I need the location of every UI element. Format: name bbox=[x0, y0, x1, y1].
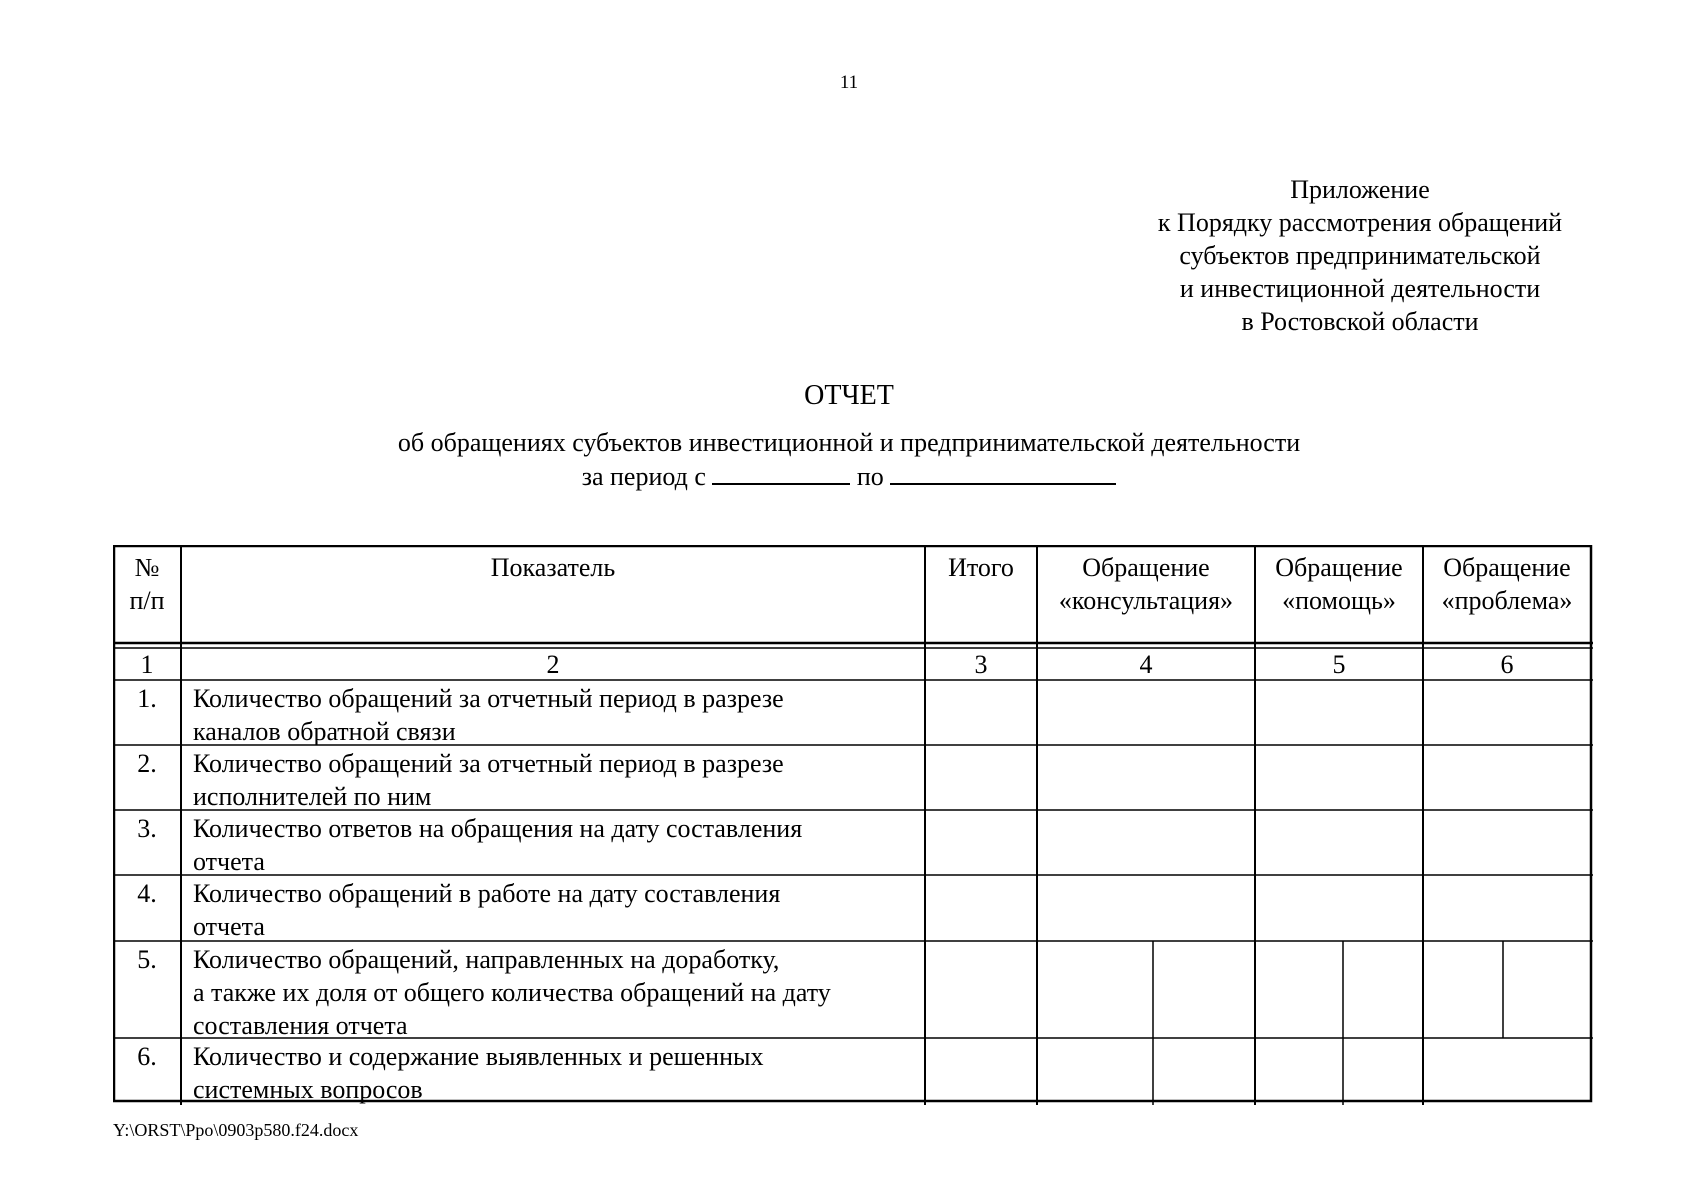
period-prefix: за период с bbox=[581, 462, 706, 491]
row-indicator-line: системных вопросов bbox=[193, 1075, 423, 1104]
appendix-line: в Ростовской области bbox=[1241, 307, 1479, 336]
header-num-line: № bbox=[134, 553, 160, 582]
report-subtitle: об обращениях субъектов инвестиционной и предпринимательской деятельности bbox=[397, 428, 1301, 457]
row-indicator-line: отчета bbox=[193, 847, 265, 876]
row-indicator-line: отчета bbox=[193, 912, 265, 941]
appendix-line: субъектов предпринимательской bbox=[1179, 241, 1541, 270]
header-num bbox=[113, 551, 181, 617]
header-total: Итого bbox=[948, 553, 1014, 582]
row-indicator bbox=[193, 812, 802, 878]
report-period bbox=[0, 459, 1698, 493]
header-indicator: Показатель bbox=[490, 553, 616, 582]
period-to-field[interactable] bbox=[890, 459, 1116, 485]
row-number: 4. bbox=[137, 879, 157, 908]
row-indicator bbox=[193, 1040, 763, 1106]
header-consultation-line: «консультация» bbox=[1058, 586, 1234, 615]
row-indicator-line: Количество и содержание выявленных и решенных bbox=[193, 1042, 764, 1071]
appendix-heading bbox=[1100, 173, 1620, 338]
period-from-field[interactable] bbox=[712, 459, 850, 485]
header-problem-line: «проблема» bbox=[1441, 586, 1573, 615]
appendix-line: Приложение bbox=[1290, 175, 1430, 204]
column-number: 6 bbox=[1500, 650, 1514, 679]
row-indicator-line: Количество обращений в работе на дату составления bbox=[193, 879, 781, 908]
row-indicator-line: а также их доля от общего количества обращений на дату bbox=[193, 978, 831, 1007]
row-indicator bbox=[193, 877, 780, 943]
header-consultation-line: Обращение bbox=[1082, 553, 1210, 582]
row-indicator bbox=[193, 747, 784, 813]
appendix-line: к Порядку рассмотрения обращений bbox=[1157, 208, 1563, 237]
row-indicator-line: Количество обращений за отчетный период в разрезе bbox=[193, 684, 784, 713]
row-number: 3. bbox=[137, 814, 157, 843]
column-number: 4 bbox=[1139, 650, 1153, 679]
header-num-line: п/п bbox=[129, 586, 165, 615]
row-indicator-line: исполнителей по ним bbox=[193, 782, 432, 811]
row-number: 2. bbox=[137, 749, 157, 778]
header-problem bbox=[1423, 551, 1591, 617]
report-title: ОТЧЕТ bbox=[804, 380, 894, 411]
appendix-line: и инвестиционной деятельности bbox=[1179, 274, 1541, 303]
row-number: 6. bbox=[137, 1042, 157, 1071]
row-indicator-line: Количество обращений, направленных на доработку, bbox=[193, 945, 780, 974]
row-number: 1. bbox=[137, 684, 157, 713]
header-problem-line: Обращение bbox=[1443, 553, 1571, 582]
column-number: 3 bbox=[974, 650, 988, 679]
row-indicator bbox=[193, 682, 784, 748]
row-indicator-line: Количество обращений за отчетный период в разрезе bbox=[193, 749, 784, 778]
file-path: Y:\ORST\Ppo\0903p580.f24.docx bbox=[113, 1120, 359, 1140]
row-indicator bbox=[193, 943, 831, 1042]
column-number: 5 bbox=[1332, 650, 1346, 679]
row-indicator-line: Количество ответов на обращения на дату составления bbox=[193, 814, 803, 843]
header-help bbox=[1255, 551, 1423, 617]
row-indicator-line: каналов обратной связи bbox=[193, 717, 456, 746]
page-number: 11 bbox=[839, 72, 859, 93]
period-middle: по bbox=[856, 462, 884, 491]
column-number: 2 bbox=[546, 650, 560, 679]
header-help-line: «помощь» bbox=[1282, 586, 1396, 615]
row-number: 5. bbox=[137, 945, 157, 974]
row-indicator-line: составления отчета bbox=[193, 1011, 408, 1040]
report-table bbox=[113, 545, 1593, 1105]
header-consultation bbox=[1037, 551, 1255, 617]
column-number: 1 bbox=[140, 650, 154, 679]
report-subtitle-block bbox=[0, 426, 1698, 493]
header-help-line: Обращение bbox=[1275, 553, 1403, 582]
